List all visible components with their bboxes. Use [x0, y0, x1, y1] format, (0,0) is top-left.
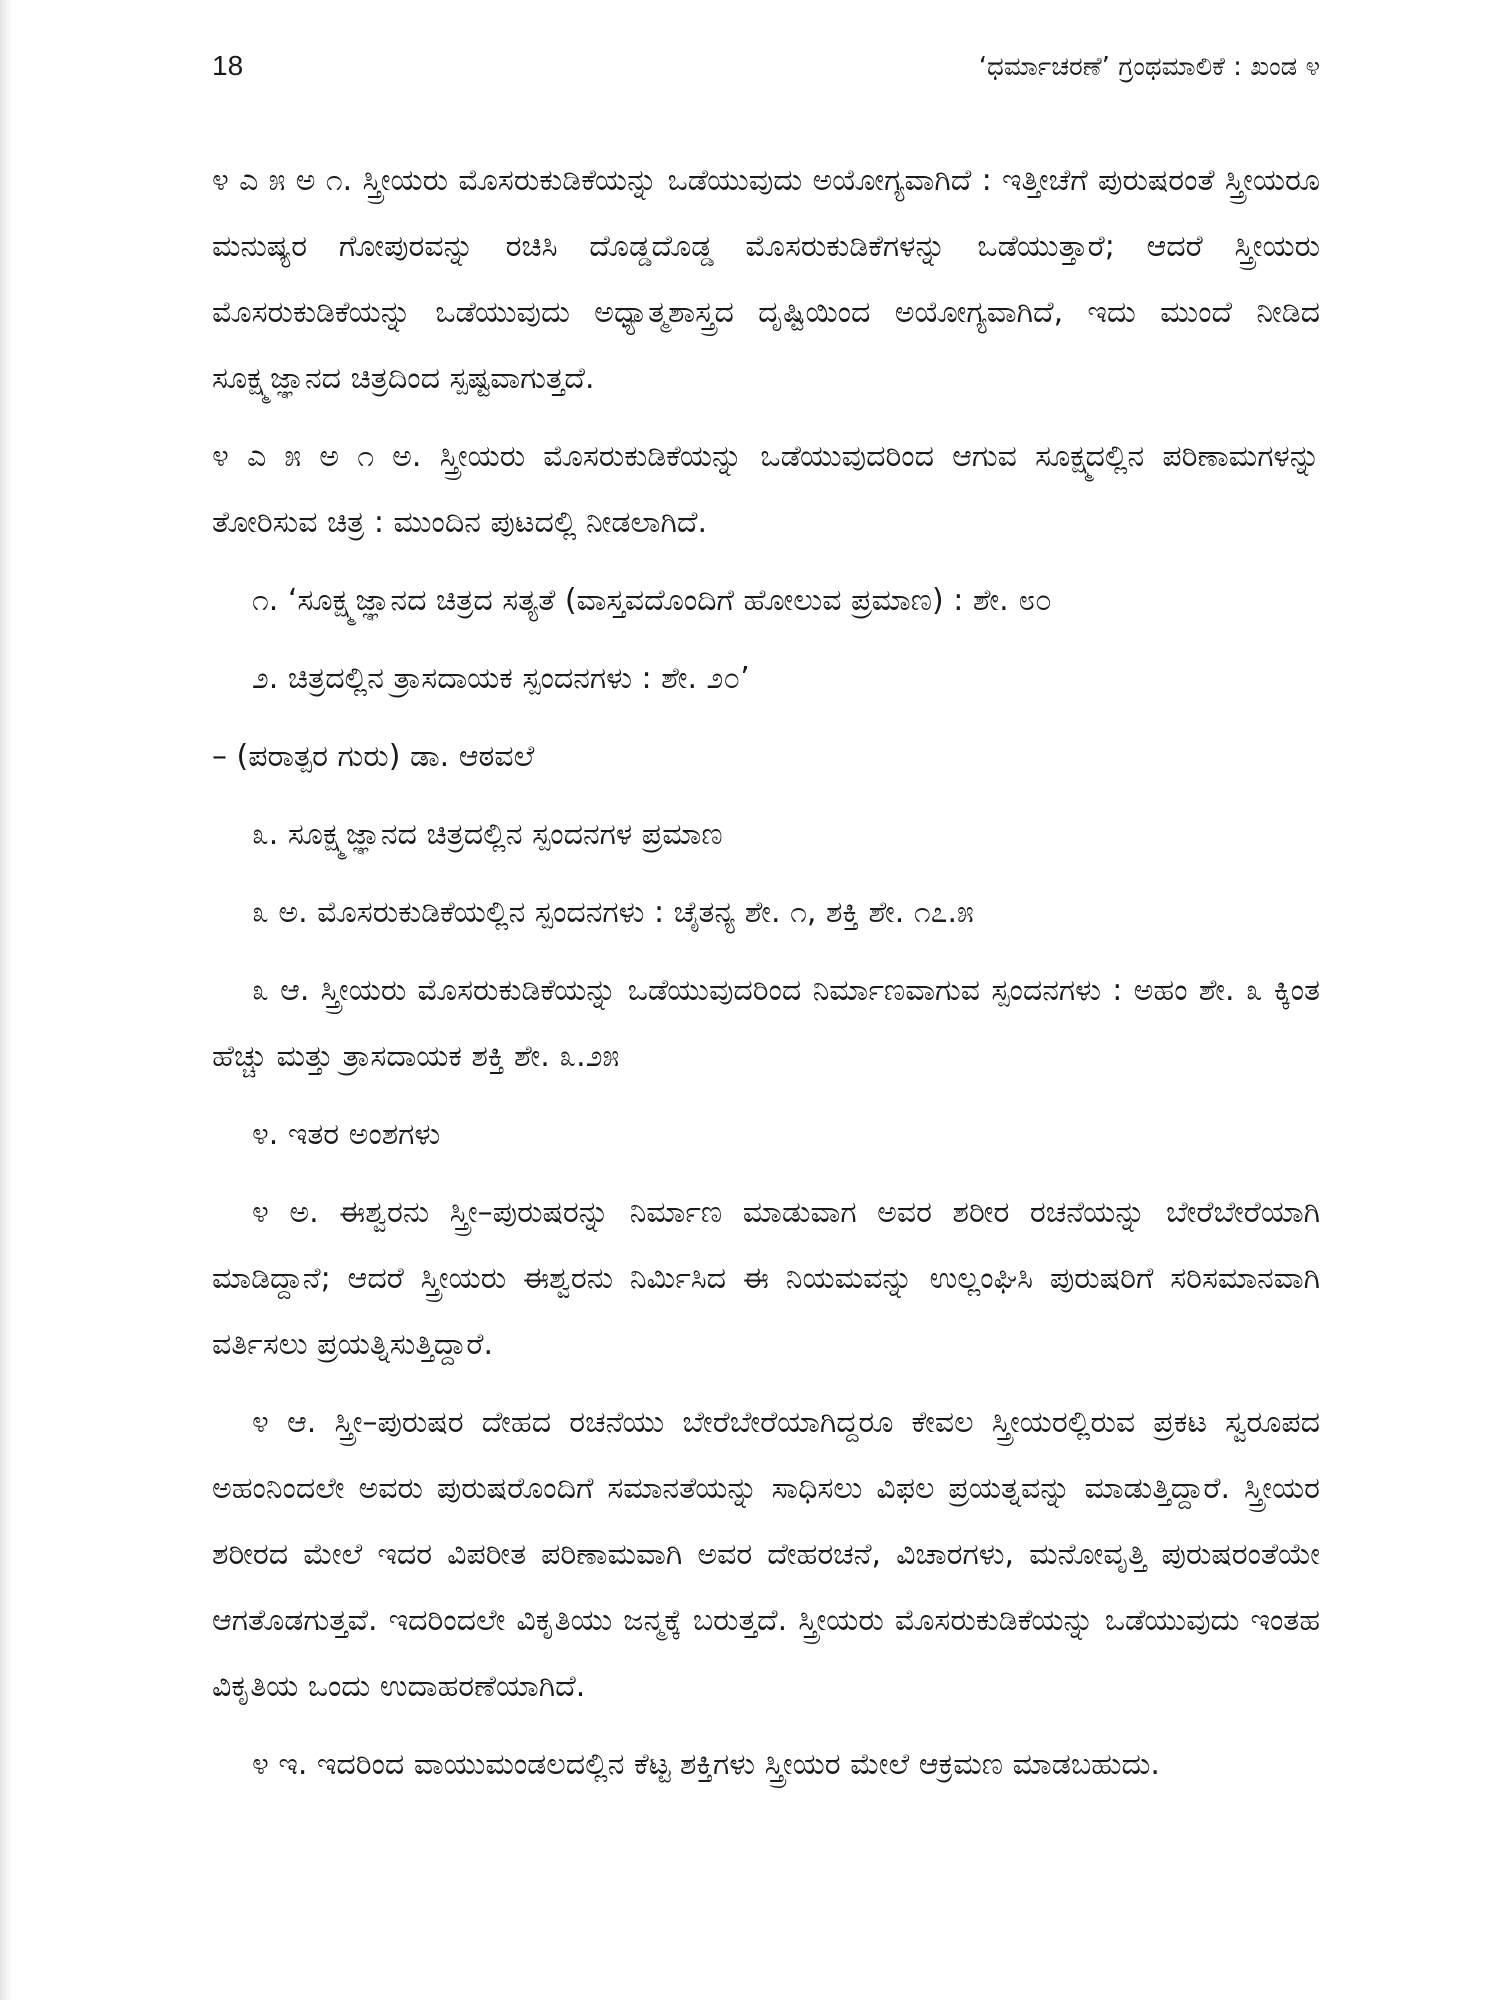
other-point-i: ೪ ಇ. ಇದರಿಂದ ವಾಯುಮಂಡಲದಲ್ಲಿನ ಕೆಟ್ಟ ಶಕ್ತಿಗಳು ಸ್ತ್ರೀಯರ ಮೇಲೆ ಆಕ್ರಮಣ ಮಾಡಬಹುದು.	[252, 1747, 1160, 1782]
distressing-vibrations-item: ೨. ಚಿತ್ರದಲ್ಲಿನ ತ್ರಾಸದಾಯಕ ಸ್ಪಂದನಗಳು : ಶೇ. ೨೦’	[252, 661, 750, 696]
page-number: 18	[212, 50, 244, 81]
other-point-a: ೪ ಅ. ಈಶ್ವರನು ಸ್ತ್ರೀ–ಪುರುಷರನ್ನು ನಿರ್ಮಾಣ ಮಾಡುವಾಗ ಅವರ ಶರೀರ ರಚನೆಯನ್ನು ಬೇರೆಬೇರೆಯಾಗಿ ಮಾಡಿದ್ದಾನೆ; ಆದರೆ ಸ್ತ್ರೀಯರು ಈಶ್ವರನು ನಿರ್ಮಿಸಿದ ಈ ನಿಯಮವನ್ನು ಉಲ್ಲಂಘಿಸಿ ಪುರುಷರಿಗೆ ಸರಿಸಮಾನವಾಗಿ ವರ್ತಿಸಲು ಪ್ರಯತ್ನಿಸುತ್ತಿದ್ದಾರೆ.	[212, 1195, 1320, 1362]
image-note-paragraph: ೪ ಎ ೫ ಅ ೧ ಅ. ಸ್ತ್ರೀಯರು ಮೊಸರುಕುಡಿಕೆಯನ್ನು ಒಡೆಯುವುದರಿಂದ ಆಗುವ ಸೂಕ್ಷ್ಮದಲ್ಲಿನ ಪರಿಣಾಮಗಳನ್ನು ತೋರಿಸುವ ಚಿತ್ರ : ಮುಂದಿನ ಪುಟದಲ್ಲಿ ನೀಡಲಾಗಿದೆ.	[212, 439, 1320, 540]
page-header	[212, 50, 1320, 110]
truth-percentage-item: ೧. ‘ಸೂಕ್ಷ್ಮಜ್ಞಾನದ ಚಿತ್ರದ ಸತ್ಯತೆ (ವಾಸ್ತವದೊಂದಿಗೆ ಹೋಲುವ ಪ್ರಮಾಣ) : ಶೇ. ೮೦	[252, 583, 1052, 618]
running-title: ‘ಧರ್ಮಾಚರಣೆ’ ಗ್ರಂಥಮಾಲಿಕೆ : ಖಂಡ ೪	[978, 52, 1320, 82]
other-points-heading: ೪. ಇತರ ಅಂಶಗಳು	[252, 1117, 441, 1152]
page-edge-shadow	[0, 0, 14, 2000]
author-attribution: – (ಪರಾತ್ಪರ ಗುರು) ಡಾ. ಆಠವಲೆ	[212, 739, 535, 774]
document-page	[212, 50, 1320, 1810]
vibrations-item-aa: ೩ ಆ. ಸ್ತ್ರೀಯರು ಮೊಸರುಕುಡಿಕೆಯನ್ನು ಒಡೆಯುವುದರಿಂದ ನಿರ್ಮಾಣವಾಗುವ ಸ್ಪಂದನಗಳು : ಅಹಂ ಶೇ. ೩ ಕ್ಕಿಂತ ಹೆಚ್ಚು ಮತ್ತು ತ್ರಾಸದಾಯಕ ಶಕ್ತಿ ಶೇ. ೩.೨೫	[212, 973, 1320, 1074]
other-point-aa: ೪ ಆ. ಸ್ತ್ರೀ–ಪುರುಷರ ದೇಹದ ರಚನೆಯು ಬೇರೆಬೇರೆಯಾಗಿದ್ದರೂ ಕೇವಲ ಸ್ತ್ರೀಯರಲ್ಲಿರುವ ಪ್ರಕಟ ಸ್ವರೂಪದ ಅಹಂನಿಂದಲೇ ಅವರು ಪುರುಷರೊಂದಿಗೆ ಸಮಾನತೆಯನ್ನು ಸಾಧಿಸಲು ವಿಫಲ ಪ್ರಯತ್ನವನ್ನು ಮಾಡುತ್ತಿದ್ದಾರೆ. ಸ್ತ್ರೀಯರ ಶರೀರದ ಮೇಲೆ ಇದರ ವಿಪರೀತ ಪರಿಣಾಮವಾಗಿ ಅವರ ದೇಹರಚನೆ, ವಿಚಾರಗಳು, ಮನೋವೃತ್ತಿ ಪುರುಷರಂತೆಯೇ ಆಗತೊಡಗುತ್ತವೆ. ಇದರಿಂದಲೇ ವಿಕೃತಿಯು ಜನ್ಮಕ್ಕೆ ಬರುತ್ತದೆ. ಸ್ತ್ರೀಯರು ಮೊಸರುಕುಡಿಕೆಯನ್ನು ಒಡೆಯುವುದು ಇಂತಹ ವಿಕೃತಿಯ ಒಂದು ಉದಾಹರಣೆಯಾಗಿದೆ.	[212, 1405, 1320, 1704]
vibrations-item-a: ೩ ಅ. ಮೊಸರುಕುಡಿಕೆಯಲ್ಲಿನ ಸ್ಪಂದನಗಳು : ಚೈತನ್ಯ ಶೇ. ೧, ಶಕ್ತಿ ಶೇ. ೧೭.೫	[252, 895, 974, 930]
page-body	[212, 148, 1320, 1798]
vibrations-heading: ೩. ಸೂಕ್ಷ್ಮಜ್ಞಾನದ ಚಿತ್ರದಲ್ಲಿನ ಸ್ಪಂದನಗಳ ಪ್ರಮಾಣ	[252, 817, 723, 852]
section-heading-paragraph: ೪ ಎ ೫ ಅ ೧. ಸ್ತ್ರೀಯರು ಮೊಸರುಕುಡಿಕೆಯನ್ನು ಒಡೆಯುವುದು ಅಯೋಗ್ಯವಾಗಿದೆ : ಇತ್ತೀಚೆಗೆ ಪುರುಷರಂತೆ ಸ್ತ್ರೀಯರೂ ಮನುಷ್ಯರ ಗೋಪುರವನ್ನು ರಚಿಸಿ ದೊಡ್ಡದೊಡ್ಡ ಮೊಸರುಕುಡಿಕೆಗಳನ್ನು ಒಡೆಯುತ್ತಾರೆ; ಆದರೆ ಸ್ತ್ರೀಯರು ಮೊಸರುಕುಡಿಕೆಯನ್ನು ಒಡೆಯುವುದು ಅಧ್ಯಾತ್ಮಶಾಸ್ತ್ರದ ದೃಷ್ಟಿಯಿಂದ ಅಯೋಗ್ಯವಾಗಿದೆ, ಇದು ಮುಂದೆ ನೀಡಿದ ಸೂಕ್ಷ್ಮಜ್ಞಾನದ ಚಿತ್ರದಿಂದ ಸ್ಪಷ್ಟವಾಗುತ್ತದೆ.	[212, 163, 1320, 396]
